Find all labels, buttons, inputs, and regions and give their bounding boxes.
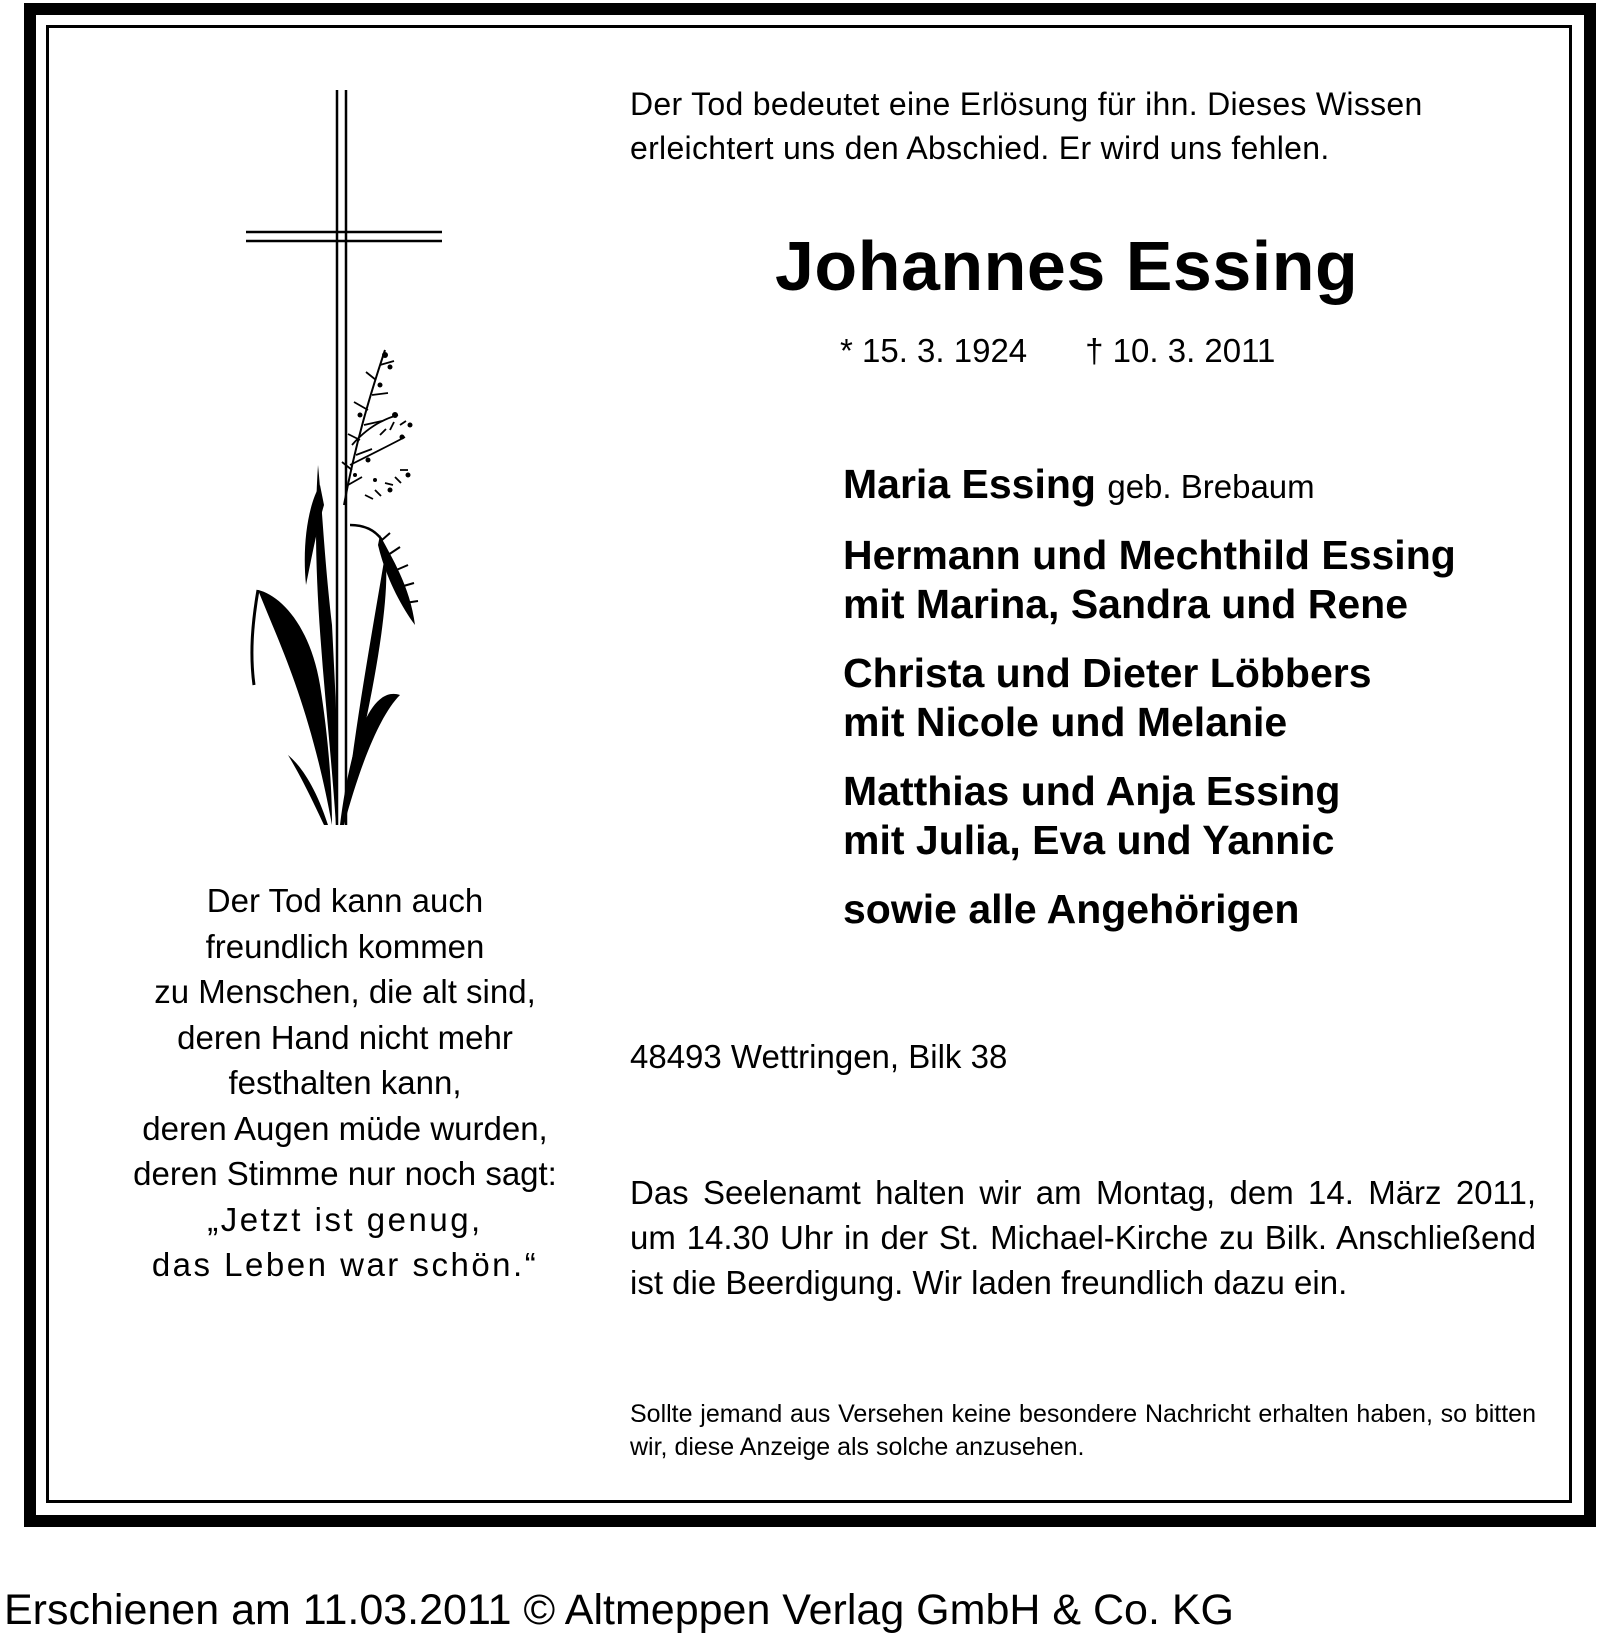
- deceased-name: Johannes Essing: [775, 227, 1359, 305]
- mourner-line: Matthias und Anja Essing: [843, 768, 1341, 814]
- mourner-line: Christa und Dieter Löbbers: [843, 650, 1372, 696]
- poem-line: freundlich kommen: [205, 927, 485, 965]
- mourner-line: sowie alle Angehörigen: [843, 886, 1300, 932]
- poem-line: festhalten kann,: [228, 1064, 462, 1101]
- life-dates: [840, 332, 1275, 370]
- birth-date: * 15. 3. 1924: [840, 332, 1028, 369]
- publication-footer: Erschienen am 11.03.2011 © Altmeppen Verlag GmbH & Co. KG: [4, 1586, 1234, 1634]
- cross-with-grass-icon: [240, 85, 460, 845]
- mourner-group: [843, 531, 1563, 629]
- mourner-line: Hermann und Mechthild Essing: [843, 532, 1456, 578]
- mourner-group: [843, 460, 1563, 511]
- top-quote-line: Der Tod bedeutet eine Erlösung für ihn. Dieses Wissen: [630, 86, 1423, 122]
- top-quote: [630, 82, 1550, 170]
- mourner-name: Maria Essing: [843, 461, 1096, 507]
- mourner-line: mit Marina, Sandra und Rene: [843, 581, 1408, 627]
- poem-line: deren Stimme nur noch sagt:: [133, 1155, 557, 1192]
- death-date: † 10. 3. 2011: [1085, 332, 1276, 369]
- poem-line: zu Menschen, die alt sind,: [154, 973, 536, 1010]
- maiden-name: geb. Brebaum: [1107, 468, 1315, 505]
- poem: [80, 878, 610, 1288]
- poem-line: „Jetzt ist genug,: [207, 1200, 483, 1238]
- mourner-group: [843, 649, 1563, 747]
- mourner-group: [843, 767, 1563, 865]
- mourner-group: [843, 885, 1563, 934]
- address: 48493 Wettringen, Bilk 38: [630, 1038, 1008, 1075]
- top-quote-line: erleichtert uns den Abschied. Er wird uns fehlen.: [630, 130, 1330, 166]
- service-info: Das Seelenamt halten wir am Montag, dem 14. März 2011, um 14.30 Uhr in der St. Michael-Kirche zu Bilk. Anschließend ist die Beerdigung. Wir laden freundlich dazu ein.: [630, 1174, 1536, 1301]
- poem-line: deren Augen müde wurden,: [142, 1109, 548, 1147]
- poem-line: deren Hand nicht mehr: [177, 1018, 513, 1056]
- mourners-list: [843, 460, 1563, 954]
- mourner-line: mit Nicole und Melanie: [843, 699, 1288, 745]
- poem-line: das Leben war schön.“: [151, 1246, 539, 1283]
- mourner-line: mit Julia, Eva und Yannic: [843, 817, 1335, 863]
- notice-text: Sollte jemand aus Versehen keine besondere Nachricht erhalten haben, so bitten wir, diese Anzeige als solche anzusehen.: [630, 1400, 1536, 1461]
- poem-line: Der Tod kann auch: [206, 882, 484, 919]
